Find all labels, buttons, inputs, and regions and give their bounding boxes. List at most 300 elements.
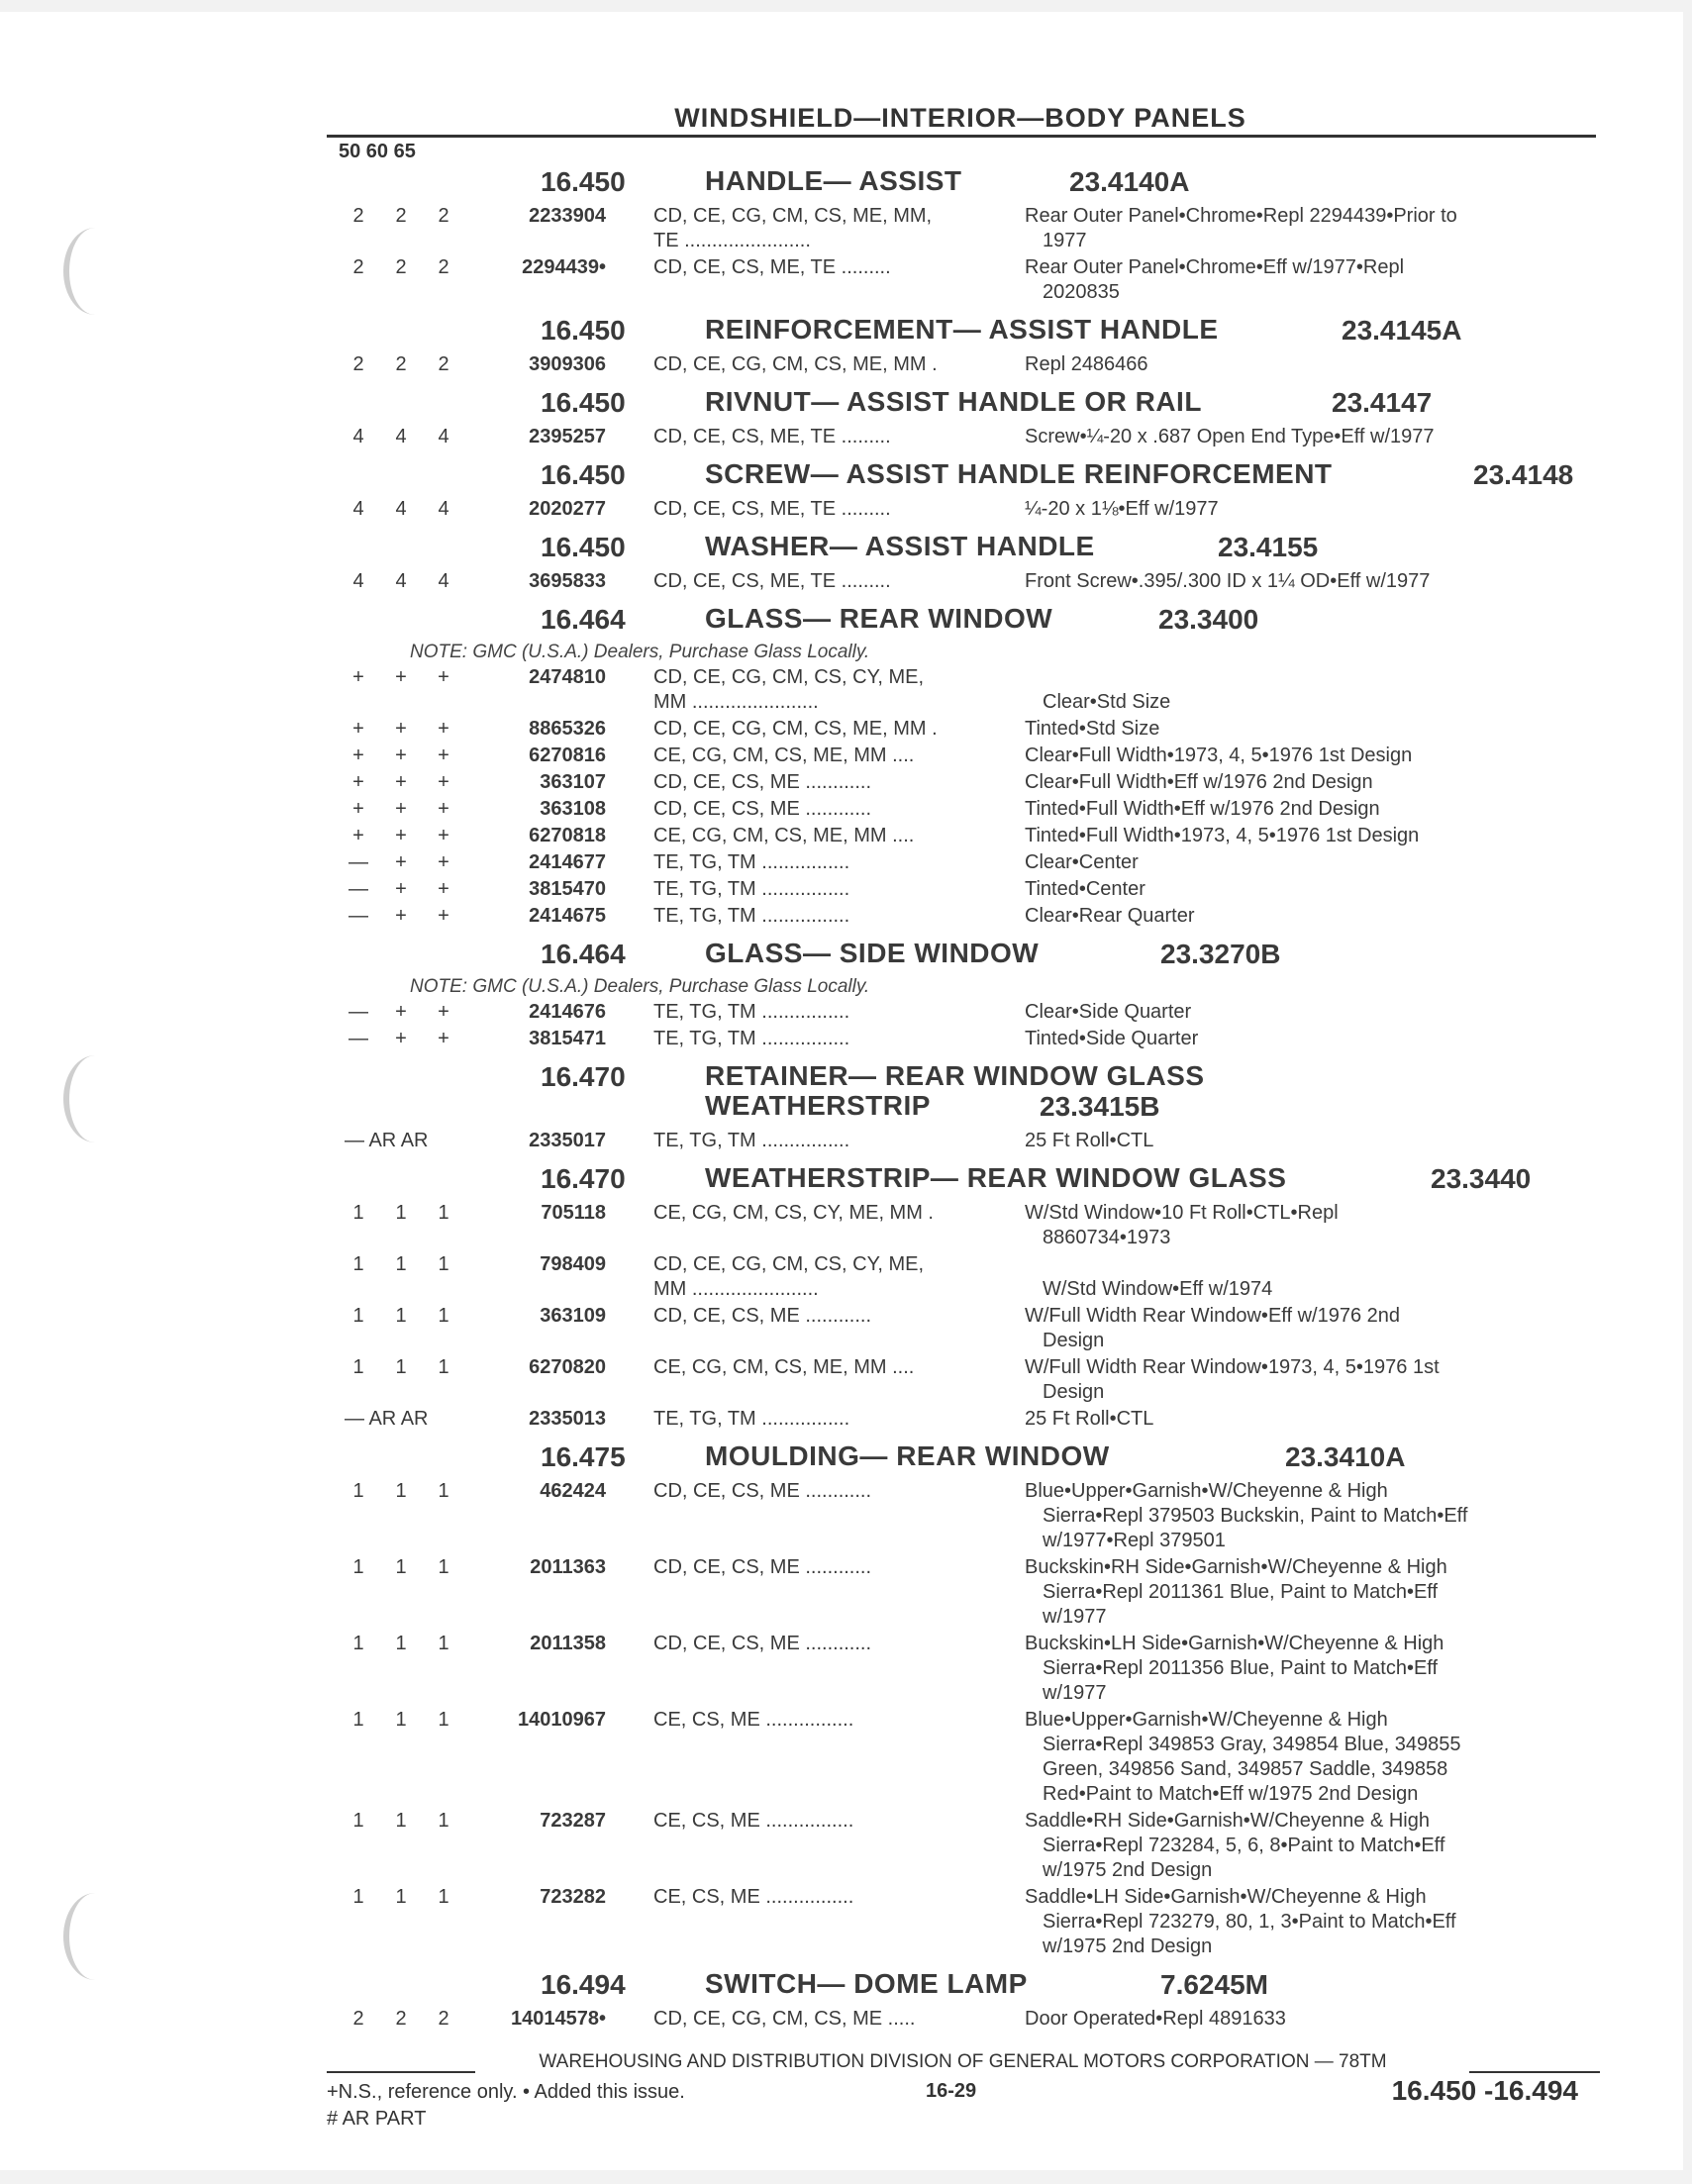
description-line: Sierra•Repl 349853 Gray, 349854 Blue, 349855 [1043, 1734, 1461, 1755]
part-number: 363107 [540, 771, 606, 793]
description-line: Clear•Rear Quarter [1025, 905, 1195, 927]
quantity: 1 [438, 1480, 449, 1502]
part-row [0, 1355, 1683, 1407]
model-codes: CD, CE, CG, CM, CS, ME, MM . [653, 353, 938, 375]
description-line: Tinted•Full Width•Eff w/1976 2nd Design [1025, 798, 1380, 820]
description-line: Buckskin•LH Side•Garnish•W/Cheyenne & High [1025, 1633, 1444, 1654]
section-number: 16.470 [541, 1061, 626, 1092]
part-number: 2395257 [529, 426, 606, 447]
quantity: 1 [438, 1202, 449, 1224]
quantity: 1 [438, 1709, 449, 1731]
model-codes: CD, CE, CS, ME ............ [653, 1305, 872, 1327]
description-line: Rear Outer Panel•Chrome•Eff w/1977•Repl [1025, 256, 1405, 278]
description-line: 25 Ft Roll•CTL [1025, 1408, 1154, 1430]
part-row [0, 1708, 1683, 1809]
section-heading [0, 158, 1683, 204]
part-description [1025, 1407, 1594, 1432]
part-row [0, 1201, 1683, 1252]
part-number: 2474810 [529, 666, 606, 688]
model-codes: CE, CG, CM, CS, ME, MM .... [653, 1356, 915, 1378]
model-codes: CD, CE, CG, CM, CS, ME, MM . [653, 718, 938, 740]
quantity: 4 [352, 570, 364, 592]
section-name: RIVNUT— ASSIST HANDLE OR RAIL [705, 386, 1202, 417]
catalog-page [0, 12, 1683, 2170]
part-number: 2011358 [530, 1633, 606, 1654]
description-line: 1977 [1043, 230, 1087, 251]
model-codes: CE, CS, ME ................ [653, 1709, 854, 1731]
quantity: 2 [438, 256, 449, 278]
section-code: 23.4145A [1342, 315, 1462, 346]
part-description [1025, 770, 1594, 795]
part-description [1025, 744, 1594, 768]
quantity: + [352, 798, 364, 820]
quantity: + [438, 745, 449, 766]
part-description [1025, 850, 1594, 875]
quantity: 4 [395, 498, 407, 520]
model-codes: CD, CE, CS, ME ............ [653, 1480, 872, 1502]
description-line: w/1975 2nd Design [1043, 1936, 1213, 1957]
quantity: 2 [438, 353, 449, 375]
model-codes: CD, CE, CS, ME, TE ......... [653, 256, 891, 278]
quantity: 2 [352, 353, 364, 375]
quantity: 1 [395, 1253, 407, 1275]
part-row [0, 717, 1683, 744]
quantity: + [438, 905, 449, 927]
part-row [0, 665, 1683, 717]
part-description [1025, 1201, 1594, 1250]
part-row [0, 797, 1683, 824]
quantity: 1 [395, 1633, 407, 1654]
description-line: Green, 349856 Sand, 349857 Saddle, 349858 [1043, 1758, 1448, 1780]
part-row [0, 824, 1683, 850]
part-row [0, 770, 1683, 797]
quantity: 4 [438, 426, 449, 447]
description-line: Clear•Full Width•1973, 4, 5•1976 1st Design [1025, 745, 1413, 766]
description-line [1025, 1252, 1594, 1277]
description-line [1025, 665, 1594, 690]
section-note: NOTE: GMC (U.S.A.) Dealers, Purchase Glass Locally. [410, 976, 870, 997]
quantity: 4 [438, 570, 449, 592]
quantity: 4 [395, 426, 407, 447]
description-line: Saddle•RH Side•Garnish•W/Cheyenne & High [1025, 1810, 1430, 1832]
part-description [1025, 665, 1594, 715]
quantity: + [352, 825, 364, 846]
quantity: + [438, 718, 449, 740]
quantity: 2 [438, 2008, 449, 2030]
part-row [0, 1885, 1683, 1961]
quantity: + [395, 798, 407, 820]
model-codes: CD, CE, CS, ME, TE ......... [653, 570, 891, 592]
quantity: 1 [352, 1202, 364, 1224]
quantity: + [395, 745, 407, 766]
model-codes: CD, CE, CS, ME ............ [653, 1633, 872, 1654]
section-number: 16.450 [541, 459, 626, 490]
description-line: w/1977•Repl 379501 [1043, 1530, 1226, 1551]
description-line: Tinted•Side Quarter [1025, 1028, 1199, 1049]
part-description [1025, 717, 1594, 742]
part-number: 14014578• [511, 2008, 606, 2030]
model-codes: TE, TG, TM ................ [653, 1028, 850, 1049]
section-number: 16.464 [541, 604, 626, 635]
part-description [1025, 877, 1594, 902]
part-number: 2233904 [529, 205, 606, 227]
model-codes: TE, TG, TM ................ [653, 905, 850, 927]
page-number: 16-29 [926, 2080, 977, 2102]
part-description [1025, 2007, 1594, 2032]
description-line: w/1977 [1043, 1682, 1107, 1704]
part-number: 3695833 [529, 570, 606, 592]
section-name: WEATHERSTRIP— REAR WINDOW GLASS [705, 1162, 1287, 1193]
part-description [1025, 1304, 1594, 1353]
description-line: W/Std Window•Eff w/1974 [1043, 1278, 1273, 1300]
part-row [0, 1632, 1683, 1708]
part-row [0, 1809, 1683, 1885]
quantity: 1 [352, 1633, 364, 1654]
description-line: Tinted•Full Width•1973, 4, 5•1976 1st Design [1025, 825, 1420, 846]
quantity: + [352, 745, 364, 766]
part-number: 6270818 [529, 825, 606, 846]
quantity: + [352, 718, 364, 740]
part-number: 2294439• [522, 256, 606, 278]
quantity: — [348, 905, 368, 927]
part-description [1025, 1000, 1594, 1025]
part-description [1025, 497, 1594, 522]
quantity: 1 [395, 1709, 407, 1731]
quantity: + [395, 878, 407, 900]
part-number: 798409 [540, 1253, 606, 1275]
part-number: 723282 [540, 1886, 606, 1908]
quantity: — [348, 1001, 368, 1023]
section-code: 23.4155 [1218, 532, 1319, 562]
part-number: 6270820 [529, 1356, 606, 1378]
part-row [0, 1129, 1683, 1155]
part-row [0, 850, 1683, 877]
quantity: — [348, 878, 368, 900]
quantity: + [438, 878, 449, 900]
section-code: 23.3270B [1160, 939, 1281, 969]
description-line: Blue•Upper•Garnish•W/Cheyenne & High [1025, 1709, 1388, 1731]
quantity: 1 [395, 1356, 407, 1378]
part-number: 3815471 [529, 1028, 606, 1049]
quantity: + [438, 825, 449, 846]
section-number: 16.450 [541, 387, 626, 418]
quantity-column-header: 50 60 65 [339, 141, 416, 162]
section-number: 16.494 [541, 1969, 626, 2000]
quantity: 4 [438, 498, 449, 520]
part-row [0, 569, 1683, 596]
quantity: 1 [352, 1709, 364, 1731]
part-number: 2414676 [529, 1001, 606, 1023]
model-codes: CD, CE, CS, ME ............ [653, 798, 872, 820]
description-line: Design [1043, 1330, 1105, 1351]
quantity: 1 [438, 1356, 449, 1378]
section-code: 23.4148 [1473, 459, 1574, 490]
model-codes: CD, CE, CG, CM, CS, ME ..... [653, 2008, 916, 2030]
quantity: 1 [352, 1886, 364, 1908]
part-description [1025, 1809, 1594, 1883]
quantity: 1 [352, 1480, 364, 1502]
quantity: 1 [352, 1356, 364, 1378]
description-line: Sierra•Repl 2011361 Blue, Paint to Match•Eff [1043, 1581, 1439, 1603]
part-description [1025, 569, 1594, 594]
section-range: 16.450 -16.494 [1391, 2075, 1578, 2106]
quantity: 2 [395, 205, 407, 227]
part-description [1025, 1555, 1594, 1630]
part-number: 2011363 [530, 1556, 606, 1578]
section-note: NOTE: GMC (U.S.A.) Dealers, Purchase Glass Locally. [410, 642, 870, 662]
part-row [0, 904, 1683, 931]
quantity: 1 [395, 1305, 407, 1327]
footer-division: WAREHOUSING AND DISTRIBUTION DIVISION OF GENERAL MOTORS CORPORATION — 78TM [539, 2051, 1387, 2072]
description-line: Clear•Center [1025, 851, 1139, 873]
description-line: Sierra•Repl 2011356 Blue, Paint to Match•Eff [1043, 1657, 1439, 1679]
section-code: 7.6245M [1160, 1969, 1268, 2000]
title-rule [327, 135, 1596, 138]
description-line: Red•Paint to Match•Eff w/1975 2nd Design [1043, 1783, 1419, 1805]
part-description [1025, 425, 1594, 449]
part-number: 705118 [541, 1202, 606, 1224]
quantity: 2 [395, 353, 407, 375]
model-codes: CD, CE, CS, ME ............ [653, 771, 872, 793]
quantity: + [438, 851, 449, 873]
quantity: + [438, 666, 449, 688]
part-row [0, 497, 1683, 524]
description-line: Rear Outer Panel•Chrome•Repl 2294439•Prior to [1025, 205, 1457, 227]
section-code: 23.4147 [1332, 387, 1433, 418]
description-line: W/Full Width Rear Window•Eff w/1976 2nd [1025, 1305, 1401, 1327]
model-codes: CD, CE, CG, CM, CS, ME, MM, TE ....................... [653, 205, 933, 251]
model-codes: TE, TG, TM ................ [653, 1408, 850, 1430]
section-code: 23.3400 [1158, 604, 1259, 635]
description-line: 2020835 [1043, 281, 1120, 303]
model-codes: CD, CE, CS, ME, TE ......... [653, 426, 891, 447]
part-number: 2414675 [529, 905, 606, 927]
description-line: Clear•Side Quarter [1025, 1001, 1192, 1023]
legend-line: # AR PART [327, 2108, 427, 2130]
legend-line: +N.S., reference only. • Added this issue. [327, 2081, 685, 2103]
model-codes: TE, TG, TM ................ [653, 1130, 850, 1151]
model-codes: CE, CG, CM, CS, ME, MM .... [653, 825, 915, 846]
section-number: 16.464 [541, 939, 626, 969]
description-line: 8860734•1973 [1043, 1227, 1171, 1248]
part-description [1025, 1632, 1594, 1706]
model-codes: TE, TG, TM ................ [653, 851, 850, 873]
quantity: 1 [352, 1253, 364, 1275]
description-line: W/Std Window•10 Ft Roll•CTL•Repl [1025, 1202, 1339, 1224]
section-name: GLASS— SIDE WINDOW [705, 938, 1040, 968]
section-name: HANDLE— ASSIST [705, 165, 962, 196]
part-row [0, 1479, 1683, 1555]
quantity: 1 [395, 1202, 407, 1224]
description-line: Door Operated•Repl 4891633 [1025, 2008, 1286, 2030]
section-name: WASHER— ASSIST HANDLE [705, 531, 1095, 561]
part-row [0, 255, 1683, 307]
section-heading [0, 1961, 1683, 2007]
section-code: 23.3410A [1285, 1441, 1406, 1472]
part-description [1025, 1885, 1594, 1959]
section-heading [0, 1155, 1683, 1201]
section-heading [0, 524, 1683, 569]
section-name: REINFORCEMENT— ASSIST HANDLE [705, 314, 1219, 345]
part-number: 2335017 [529, 1130, 606, 1151]
quantity: 1 [438, 1886, 449, 1908]
part-row [0, 744, 1683, 770]
part-description [1025, 904, 1594, 929]
description-line: Clear•Std Size [1043, 691, 1171, 713]
section-number: 16.450 [541, 532, 626, 562]
description-line: Tinted•Center [1025, 878, 1145, 900]
description-line: Screw•¼-20 x .687 Open End Type•Eff w/1977 [1025, 426, 1435, 447]
quantity: + [395, 851, 407, 873]
quantity: 2 [395, 2008, 407, 2030]
section-name: SWITCH— DOME LAMP [705, 1968, 1028, 1999]
part-number: 6270816 [529, 745, 606, 766]
section-name: SCREW— ASSIST HANDLE REINFORCEMENT [705, 458, 1333, 489]
section-number: 16.475 [541, 1441, 626, 1472]
quantity: + [438, 1001, 449, 1023]
description-line: Tinted•Std Size [1025, 718, 1160, 740]
section-name: RETAINER— REAR WINDOW GLASS WEATHERSTRIP [705, 1060, 1205, 1121]
section-heading [0, 1434, 1683, 1479]
description-line: Sierra•Repl 723284, 5, 6, 8•Paint to Match•Eff [1043, 1835, 1445, 1856]
quantity: — [348, 1028, 368, 1049]
description-line: 25 Ft Roll•CTL [1025, 1130, 1154, 1151]
part-row [0, 1407, 1683, 1434]
description-line: Saddle•LH Side•Garnish•W/Cheyenne & High [1025, 1886, 1427, 1908]
quantity: + [352, 771, 364, 793]
quantity: 4 [352, 498, 364, 520]
quantity: 1 [352, 1810, 364, 1832]
section-heading [0, 379, 1683, 425]
section-heading [0, 596, 1683, 642]
quantity: — [348, 851, 368, 873]
model-codes: CE, CS, ME ................ [653, 1886, 854, 1908]
description-line: w/1977 [1043, 1606, 1107, 1628]
footer-legend [327, 2079, 685, 2133]
part-number: 462424 [540, 1480, 606, 1502]
section-number: 16.450 [541, 315, 626, 346]
part-number: 363108 [540, 798, 606, 820]
quantity: + [395, 825, 407, 846]
part-description [1025, 204, 1594, 253]
description-line: Buckskin•RH Side•Garnish•W/Cheyenne & High [1025, 1556, 1447, 1578]
model-codes: TE, TG, TM ................ [653, 878, 850, 900]
model-codes: CD, CE, CS, ME ............ [653, 1556, 872, 1578]
section-name: GLASS— REAR WINDOW [705, 603, 1053, 634]
part-number: 3815470 [529, 878, 606, 900]
quantity: 1 [395, 1556, 407, 1578]
part-row [0, 1304, 1683, 1355]
part-description [1025, 255, 1594, 305]
part-number: 2335013 [529, 1408, 606, 1430]
quantity: + [352, 666, 364, 688]
part-number: 723287 [540, 1810, 606, 1832]
section-heading [0, 451, 1683, 497]
model-codes: CD, CE, CG, CM, CS, CY, ME, MM ....................... [653, 666, 924, 713]
section-code: 23.4140A [1069, 166, 1190, 197]
model-codes: CD, CE, CG, CM, CS, CY, ME, MM ....................... [653, 1253, 924, 1300]
part-row [0, 204, 1683, 255]
model-codes: TE, TG, TM ................ [653, 1001, 850, 1023]
page-title: WINDSHIELD—INTERIOR—BODY PANELS [674, 103, 1246, 133]
description-line: ¼-20 x 1⅛•Eff w/1977 [1025, 498, 1219, 520]
part-description [1025, 797, 1594, 822]
part-row [0, 2007, 1683, 2034]
quantity: + [395, 1001, 407, 1023]
section-code: 23.3440 [1431, 1163, 1532, 1194]
parts-listing [0, 158, 1683, 2034]
description-line: W/Full Width Rear Window•1973, 4, 5•1976 1st [1025, 1356, 1440, 1378]
description-line: w/1975 2nd Design [1043, 1859, 1213, 1881]
part-description [1025, 1129, 1594, 1153]
quantity: 1 [395, 1810, 407, 1832]
quantity: + [438, 1028, 449, 1049]
description-line: Sierra•Repl 723279, 80, 1, 3•Paint to Match•Eff [1043, 1911, 1456, 1933]
description-line: Front Screw•.395/.300 ID x 1¼ OD•Eff w/1977 [1025, 570, 1431, 592]
model-codes: CD, CE, CS, ME, TE ......... [653, 498, 891, 520]
description-line: Repl 2486466 [1025, 353, 1148, 375]
section-number: 16.470 [541, 1163, 626, 1194]
description-line: Design [1043, 1381, 1105, 1403]
quantity: 2 [438, 205, 449, 227]
quantity: 1 [438, 1556, 449, 1578]
part-number: 363109 [540, 1305, 606, 1327]
quantity: 1 [395, 1886, 407, 1908]
quantity: 1 [395, 1480, 407, 1502]
part-number: 2414677 [529, 851, 606, 873]
quantity: 1 [352, 1556, 364, 1578]
quantity: 4 [395, 570, 407, 592]
quantity: 1 [438, 1305, 449, 1327]
part-description [1025, 1708, 1594, 1807]
quantity: + [395, 666, 407, 688]
quantity: + [438, 771, 449, 793]
part-row [0, 1000, 1683, 1027]
quantity: + [438, 798, 449, 820]
description-line: Sierra•Repl 379503 Buckskin, Paint to Match•Eff [1043, 1505, 1468, 1527]
quantity: + [395, 718, 407, 740]
quantity: 2 [352, 2008, 364, 2030]
description-line: Clear•Full Width•Eff w/1976 2nd Design [1025, 771, 1373, 793]
part-number: 14010967 [518, 1709, 606, 1731]
part-number: 8865326 [529, 718, 606, 740]
quantity: + [395, 771, 407, 793]
quantity: 4 [352, 426, 364, 447]
part-row [0, 352, 1683, 379]
part-description [1025, 1479, 1594, 1553]
quantity: 2 [352, 205, 364, 227]
part-description [1025, 1252, 1594, 1302]
part-number: 3909306 [529, 353, 606, 375]
section-code: 23.3415B [1040, 1091, 1160, 1122]
model-codes: CE, CG, CM, CS, ME, MM .... [653, 745, 915, 766]
section-heading [0, 1053, 1683, 1129]
quantity: 1 [438, 1633, 449, 1654]
part-description [1025, 1355, 1594, 1405]
description-line: Blue•Upper•Garnish•W/Cheyenne & High [1025, 1480, 1388, 1502]
quantity: — AR AR [345, 1408, 429, 1430]
quantity: 1 [438, 1810, 449, 1832]
part-row [0, 1555, 1683, 1632]
quantity: 2 [352, 256, 364, 278]
part-description [1025, 1027, 1594, 1051]
part-number: 2020277 [529, 498, 606, 520]
part-row [0, 1027, 1683, 1053]
section-name: MOULDING— REAR WINDOW [705, 1440, 1110, 1471]
quantity: + [395, 905, 407, 927]
quantity: — AR AR [345, 1130, 429, 1151]
part-description [1025, 352, 1594, 377]
